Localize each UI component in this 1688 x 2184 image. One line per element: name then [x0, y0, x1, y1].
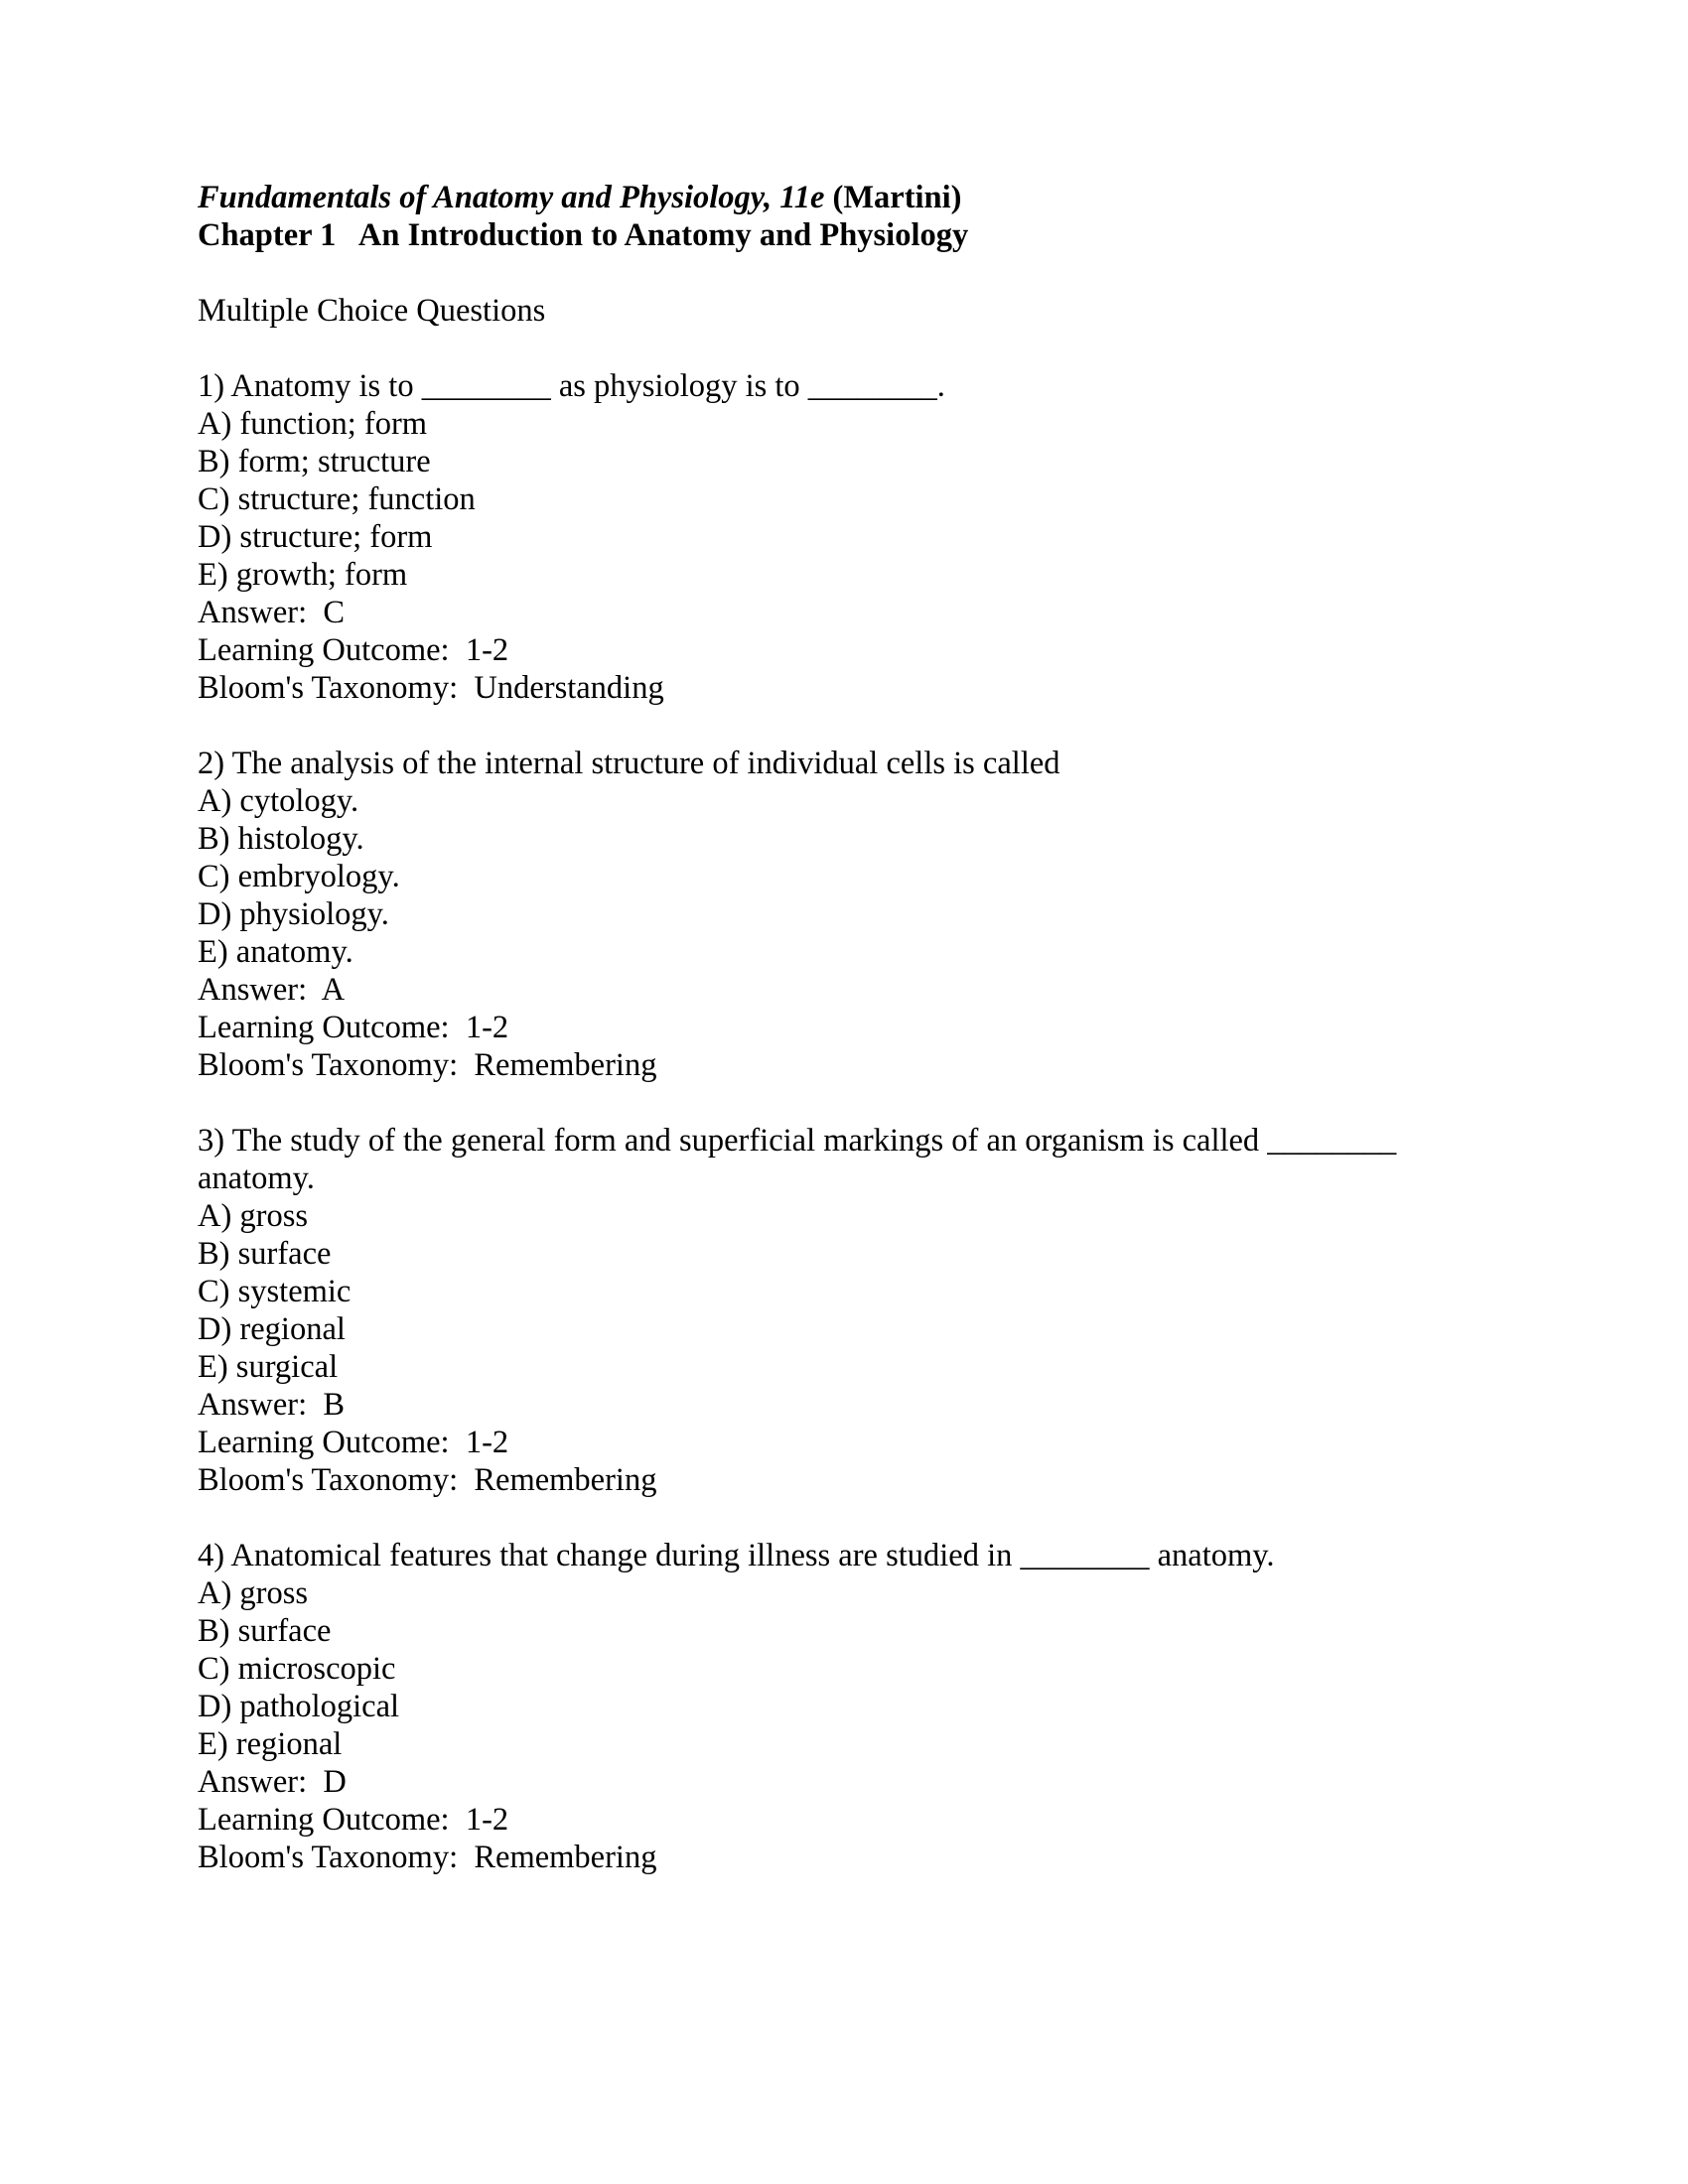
question-1 — [198, 367, 1508, 707]
blooms-taxonomy: Bloom's Taxonomy: Understanding — [198, 670, 664, 706]
blooms-taxonomy: Bloom's Taxonomy: Remembering — [198, 1840, 657, 1875]
answer-option: B) surface — [198, 1236, 332, 1272]
blooms-taxonomy: Bloom's Taxonomy: Remembering — [198, 1462, 657, 1498]
answer-option: A) gross — [198, 1198, 309, 1234]
answer-option: D) structure; form — [198, 519, 433, 555]
answer-option: E) anatomy. — [198, 934, 353, 970]
answer-key: Answer: D — [198, 1764, 347, 1800]
answer-option: C) structure; function — [198, 481, 476, 517]
answer-key: Answer: A — [198, 972, 346, 1008]
answer-option: A) function; form — [198, 406, 428, 442]
learning-outcome: Learning Outcome: 1-2 — [198, 1802, 509, 1838]
question-stem: 2) The analysis of the internal structure of individual cells is called — [198, 746, 1060, 781]
book-title: Fundamentals of Anatomy and Physiology, 11e — [198, 180, 825, 215]
section-title: Multiple Choice Questions — [198, 293, 546, 329]
answer-option: A) gross — [198, 1575, 309, 1611]
answer-option: D) physiology. — [198, 896, 389, 932]
answer-option: E) growth; form — [198, 557, 408, 593]
answer-key: Answer: C — [198, 595, 346, 630]
learning-outcome: Learning Outcome: 1-2 — [198, 1425, 509, 1460]
answer-option: B) form; structure — [198, 444, 431, 479]
chapter-title: Chapter 1 An Introduction to Anatomy and Physiology — [198, 217, 969, 253]
learning-outcome: Learning Outcome: 1-2 — [198, 632, 509, 668]
answer-option: E) regional — [198, 1726, 343, 1762]
question-2 — [198, 745, 1508, 1084]
question-3 — [198, 1122, 1508, 1499]
answer-option: C) embryology. — [198, 859, 400, 894]
answer-option: D) pathological — [198, 1689, 400, 1724]
question-stem: anatomy. — [198, 1160, 315, 1196]
question-4 — [198, 1537, 1508, 1876]
blooms-taxonomy: Bloom's Taxonomy: Remembering — [198, 1047, 657, 1083]
answer-option: B) surface — [198, 1613, 332, 1649]
answer-option: B) histology. — [198, 821, 364, 857]
answer-option: D) regional — [198, 1311, 346, 1347]
document-page — [198, 179, 1508, 1914]
author: (Martini) — [832, 180, 962, 215]
question-stem: 1) Anatomy is to ________ as physiology is to ________. — [198, 368, 945, 404]
question-stem: 4) Anatomical features that change during illness are studied in ________ anatomy. — [198, 1538, 1275, 1573]
answer-option: C) systemic — [198, 1274, 352, 1309]
answer-option: C) microscopic — [198, 1651, 396, 1687]
learning-outcome: Learning Outcome: 1-2 — [198, 1010, 509, 1045]
answer-option: E) surgical — [198, 1349, 339, 1385]
question-list — [198, 367, 1508, 1876]
answer-key: Answer: B — [198, 1387, 346, 1423]
answer-option: A) cytology. — [198, 783, 359, 819]
question-stem: 3) The study of the general form and superficial markings of an organism is called ________ — [198, 1123, 1397, 1159]
book-title-line — [198, 179, 1508, 216]
